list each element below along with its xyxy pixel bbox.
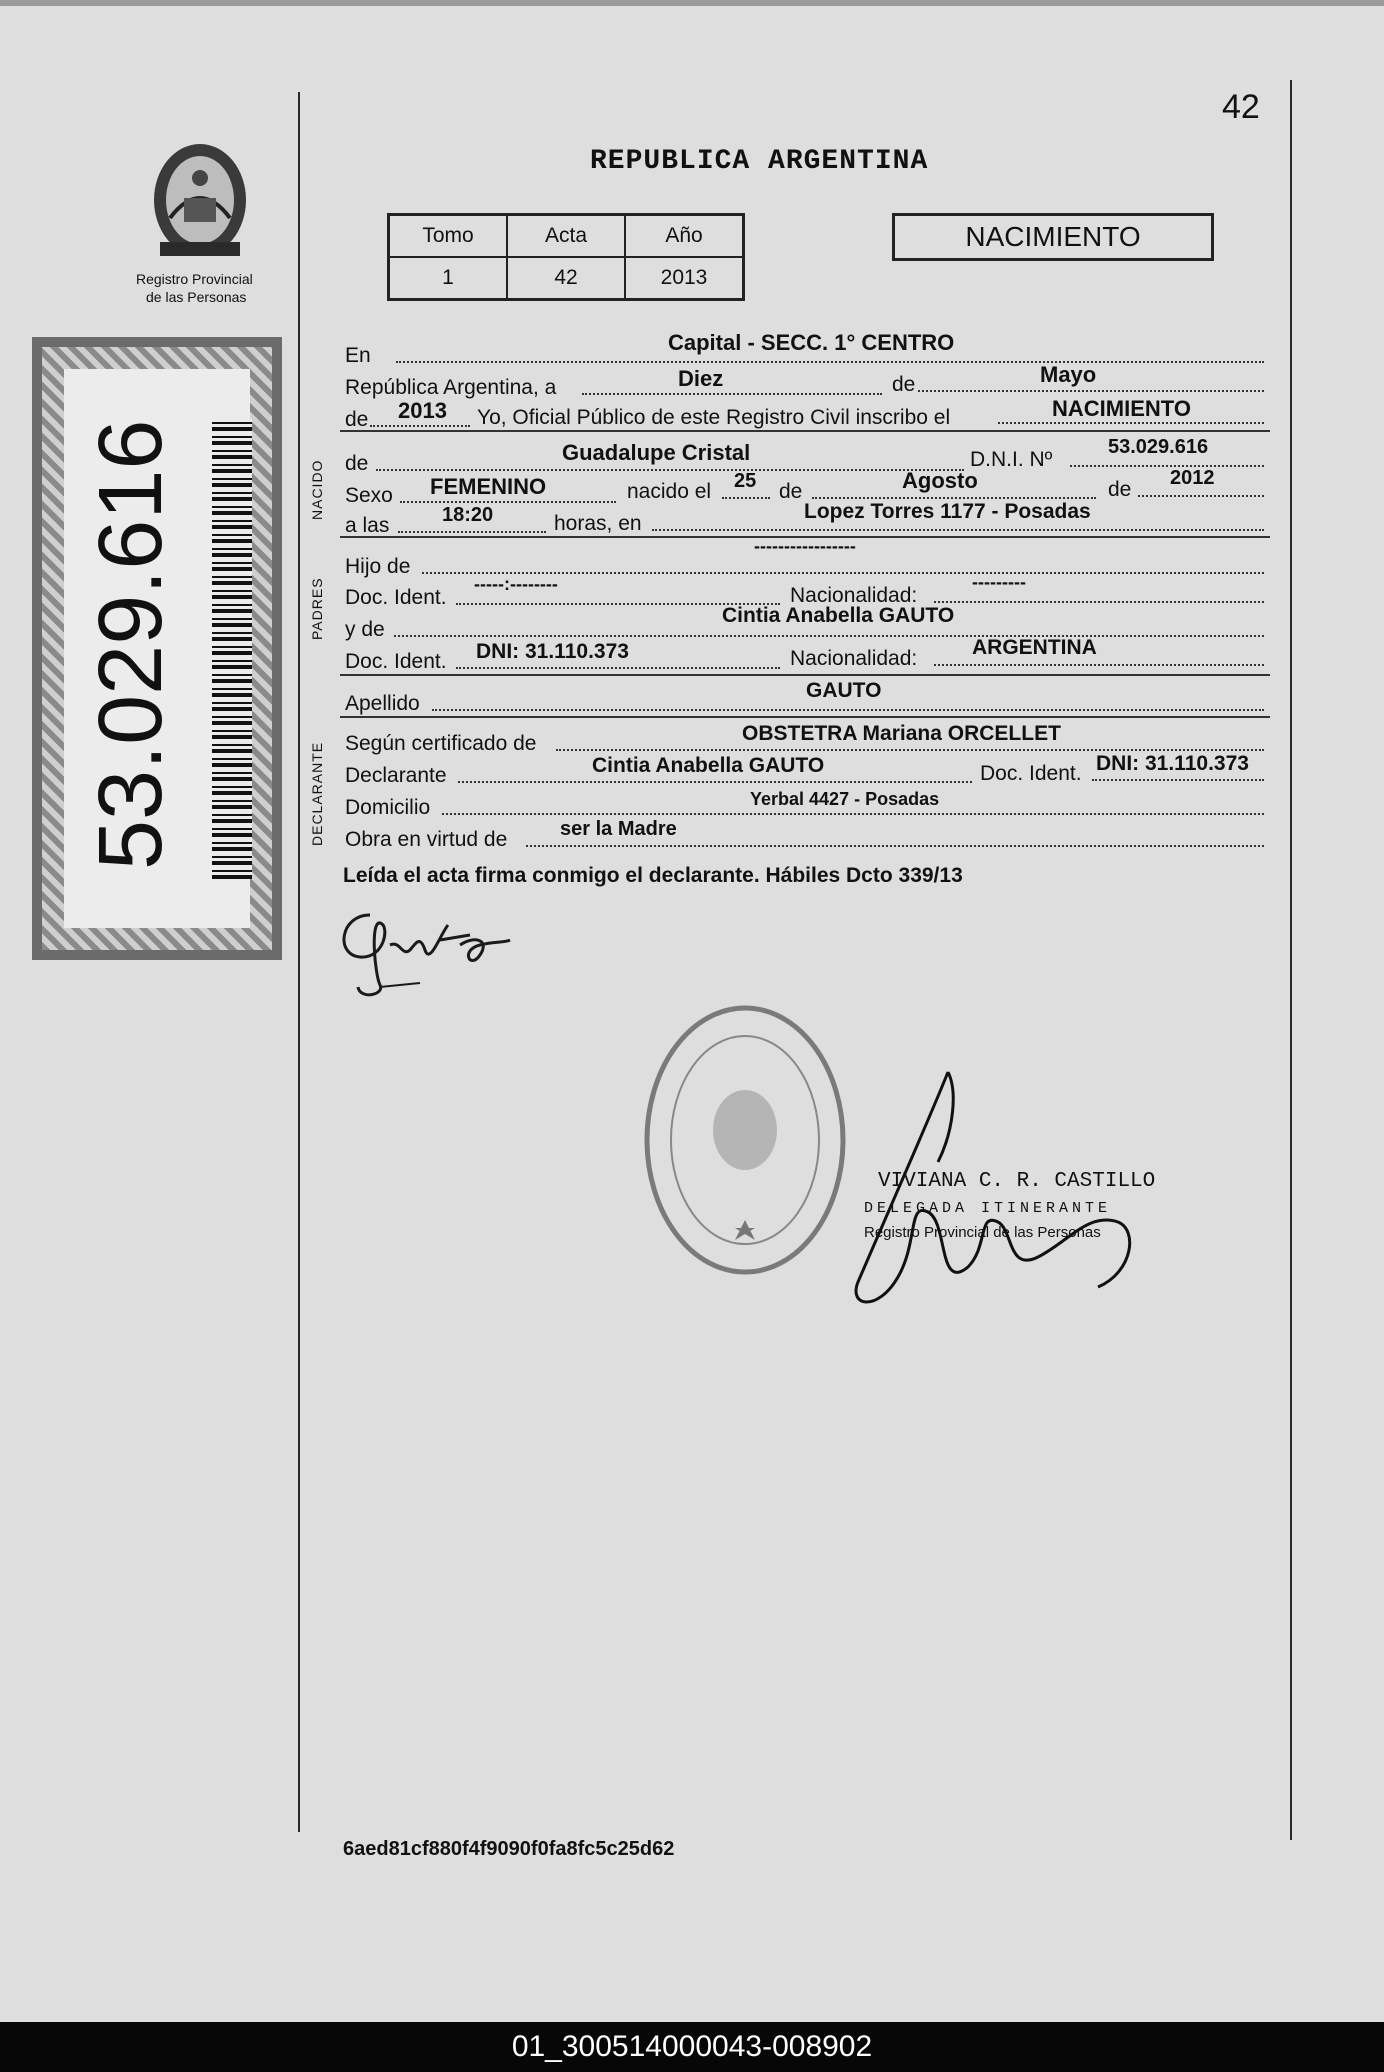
label-apellido: Apellido — [345, 692, 420, 715]
dotline — [556, 749, 1264, 751]
page-number: 42 — [1222, 88, 1260, 126]
dotline — [442, 813, 1264, 815]
section-label-padres: PADRES — [309, 577, 325, 640]
label-obra: Obra en virtud de — [345, 828, 508, 851]
header-tomo: Tomo — [389, 215, 508, 258]
value-declarant-name: Cintia Anabella GAUTO — [592, 754, 825, 777]
value-surname: GAUTO — [806, 679, 882, 702]
top-strip — [0, 0, 1384, 6]
dotline — [394, 635, 1264, 637]
logo-caption-1: Registro Provincial — [136, 271, 253, 287]
value-place: Capital - SECC. 1° CENTRO — [668, 330, 955, 355]
image-id-footer: 01_300514000043-008902 — [0, 2022, 1384, 2072]
label-de-month: de — [892, 373, 916, 396]
section-divider — [340, 430, 1270, 432]
dotline — [812, 497, 1096, 499]
value-declarant-doc: DNI: 31.110.373 — [1096, 752, 1249, 775]
dotline — [934, 664, 1264, 666]
officer-name: VIVIANA C. R. CASTILLO — [878, 1170, 1156, 1193]
value-mother-nationality: ARGENTINA — [972, 636, 1097, 659]
value-ano: 2013 — [625, 257, 744, 300]
registry-table — [387, 213, 745, 301]
dotline — [1092, 779, 1264, 781]
section-divider — [340, 716, 1270, 718]
value-father-name: ----------------- — [754, 536, 856, 556]
section-label-declarante: DECLARANTE — [309, 741, 325, 846]
logo-caption-2: de las Personas — [146, 289, 247, 305]
officer-role: DELEGADA ITINERANTE — [864, 1200, 1112, 1217]
dotline — [456, 667, 780, 669]
dotline — [998, 422, 1264, 424]
value-child-dni: 53.029.616 — [1108, 436, 1209, 458]
province-logo — [140, 138, 260, 273]
dotline — [398, 531, 546, 533]
dotline — [376, 469, 964, 471]
value-birth-time: 18:20 — [442, 504, 494, 526]
value-certificate-by: OBSTETRA Mariana ORCELLET — [742, 722, 1061, 745]
document-title: REPUBLICA ARGENTINA — [590, 146, 929, 177]
value-mother-name: Cintia Anabella GAUTO — [722, 604, 955, 627]
value-birth-month: Agosto — [902, 468, 978, 493]
label-segun-certificado: Según certificado de — [345, 732, 537, 755]
value-mother-doc: DNI: 31.110.373 — [476, 640, 629, 663]
value-father-nationality: --------- — [972, 572, 1026, 592]
document-hash: 6aed81cf880f4f9090f0fa8fc5c25d62 — [343, 1838, 675, 1860]
label-en: En — [345, 344, 371, 367]
value-month: Mayo — [1040, 362, 1097, 387]
label-domicilio: Domicilio — [345, 796, 431, 819]
value-tomo: 1 — [389, 257, 508, 300]
barcode-bars — [212, 419, 252, 879]
label-de-birth-month: de — [779, 480, 803, 503]
officer-office: Registro Provincial de las Personas — [864, 1224, 1101, 1241]
value-acta: 42 — [507, 257, 625, 300]
label-sexo: Sexo — [345, 484, 393, 507]
value-sex: FEMENINO — [430, 474, 547, 499]
value-birth-day: 25 — [734, 470, 757, 492]
label-de-birth-year: de — [1108, 478, 1132, 501]
header-ano: Año — [625, 215, 744, 258]
label-nacionalidad-2: Nacionalidad: — [790, 647, 918, 670]
dotline — [918, 390, 1264, 392]
label-dni: D.N.I. Nº — [970, 448, 1053, 471]
dotline — [1070, 465, 1264, 467]
value-year: 2013 — [398, 398, 447, 423]
dotline — [1138, 495, 1264, 497]
dotline — [458, 781, 972, 783]
value-father-doc: -----:-------- — [474, 574, 558, 594]
dotline — [370, 425, 470, 427]
dotline — [934, 601, 1264, 603]
closing-statement: Leída el acta firma conmigo el declarante. Hábiles Dcto 339/13 — [343, 864, 963, 887]
label-y-de: y de — [345, 618, 385, 641]
value-capacity: ser la Madre — [560, 818, 677, 840]
value-day: Diez — [678, 366, 724, 391]
dotline — [652, 529, 1264, 531]
label-doc-ident-2: Doc. Ident. — [345, 650, 447, 673]
right-margin-line — [1290, 80, 1292, 1840]
label-yo-oficial: Yo, Oficial Público de este Registro Civil inscribo el — [477, 406, 951, 429]
left-margin-line — [298, 92, 300, 1832]
label-nacionalidad-1: Nacionalidad: — [790, 584, 918, 607]
label-a-las: a las — [345, 514, 390, 537]
label-de-name: de — [345, 452, 369, 475]
value-birth-year: 2012 — [1170, 467, 1215, 489]
label-republica: República Argentina, a — [345, 376, 557, 399]
dotline — [526, 845, 1264, 847]
label-nacido-el: nacido el — [627, 480, 712, 503]
label-horas-en: horas, en — [554, 512, 642, 535]
dotline — [400, 501, 616, 503]
dotline — [582, 393, 882, 395]
declarant-signature-icon — [330, 895, 550, 1005]
label-doc-ident-decl: Doc. Ident. — [980, 762, 1082, 785]
header-acta: Acta — [507, 215, 625, 258]
value-address: Yerbal 4427 - Posadas — [750, 789, 940, 809]
label-declarante: Declarante — [345, 764, 447, 787]
dotline — [432, 709, 1264, 711]
section-divider — [340, 674, 1270, 676]
dotline — [396, 361, 1264, 363]
label-de-year: de — [345, 408, 369, 431]
value-birth-place: Lopez Torres 1177 - Posadas — [804, 500, 1091, 523]
misiones-seal-icon — [140, 138, 260, 268]
official-stamp-icon — [640, 1000, 850, 1280]
label-doc-ident-1: Doc. Ident. — [345, 586, 447, 609]
label-hijo-de: Hijo de — [345, 555, 411, 578]
section-label-nacido: NACIDO — [309, 459, 325, 520]
barcode-number: 53.029.616 — [81, 419, 181, 870]
act-type-box: NACIMIENTO — [892, 213, 1214, 261]
value-child-name: Guadalupe Cristal — [562, 440, 751, 465]
dotline — [722, 497, 770, 499]
value-act-kind: NACIMIENTO — [1052, 396, 1191, 421]
